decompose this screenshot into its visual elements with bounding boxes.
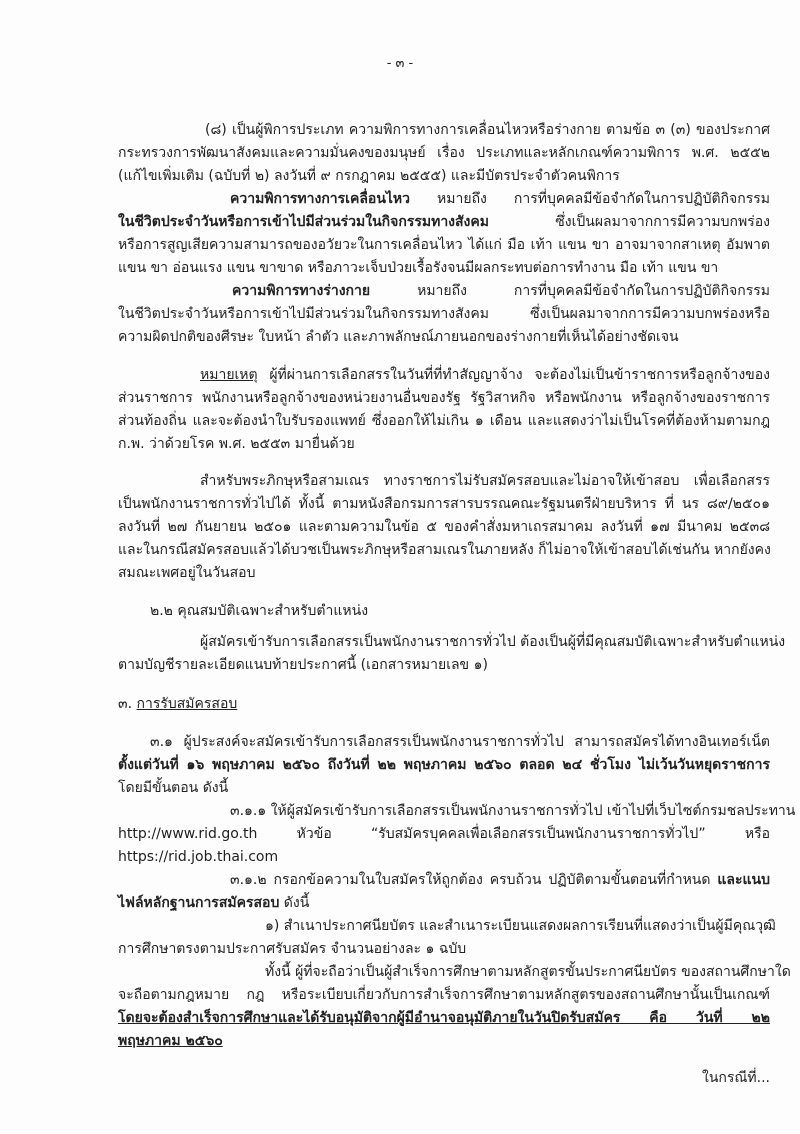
- text-line: [118, 1008, 770, 1028]
- text-segment: โดยจะต้องสำเร็จการศึกษาและได้รับอนุมัติจากผู้มีอำนาจอนุมัติภายในวันปิดรับสมัคร คือ วันที่ ๒๒: [118, 1010, 770, 1026]
- text-line: [265, 916, 776, 936]
- text-segment: หรือการสูญเสียความสามารถของอวัยวะในการเคลื่อนไหว ได้แก่ มือ เท้า แขน ขา อาจมาจากสาเหตุ อัมพาต: [118, 237, 770, 253]
- text-line: [118, 494, 770, 514]
- text-segment: https://rid.job.thai.com: [118, 849, 279, 865]
- text-line: [118, 388, 770, 408]
- text-segment: จะถือตามกฎหมาย กฎ หรือระเบียบเกี่ยวกับการสำเร็จการศึกษาตามหลักสูตรของสถานศึกษานั้นเป็นเกณฑ์: [118, 987, 770, 1003]
- text-line: [118, 143, 770, 163]
- text-segment: หมายถึง การที่บุคคลมีข้อจำกัดในการปฏิบัติกิจกรรม: [370, 283, 770, 299]
- page-number: - ๓ -: [386, 56, 414, 71]
- text-segment: ดังนี้: [279, 895, 310, 911]
- text-segment: ผู้สมัครเข้ารับการเลือกสรรเป็นพนักงานราชการทั่วไป ต้องเป็นผู้ที่มีคุณสมบัติเฉพาะสำหรับตำแหน่ง: [200, 634, 786, 650]
- text-segment: ๓.๑ ผู้ประสงค์จะสมัครเข้ารับการเลือกสรรเป็นพนักงานราชการทั่วไป สามารถสมัครได้ทางอินเทอร์เน็ต: [150, 734, 770, 750]
- text-line: [230, 189, 770, 209]
- text-segment: ในกรณีที่...: [702, 1070, 770, 1086]
- text-line: [118, 755, 770, 775]
- text-line: [150, 601, 770, 621]
- text-line: [118, 411, 770, 431]
- text-segment: ไฟล์หลักฐานการสมัครสอบ: [118, 895, 280, 911]
- text-segment: ๓.๑.๑ ให้ผู้สมัครเข้ารับการเลือกสรรเป็นพนักงานราชการทั่วไป เข้าไปที่เว็บไซต์กรมชลประทาน: [230, 803, 796, 819]
- text-line: [118, 655, 770, 675]
- text-line: [118, 166, 770, 186]
- text-segment: การรับสมัครสอบ: [136, 696, 238, 712]
- text-line: [118, 985, 770, 1005]
- text-segment: http://www.rid.go.th: [118, 826, 258, 842]
- text-line: [118, 563, 770, 583]
- text-line: [118, 939, 770, 959]
- text-segment: ผู้ที่ผ่านการเลือกสรรในวันที่ที่ทำสัญญาจ้าง จะต้องไม่เป็นข้าราชการหรือลูกจ้างของ: [257, 367, 770, 383]
- text-segment: ส่วนท้องถิ่น และจะต้องนำใบรับรองแพทย์ ซึ่งออกให้ไม่เกิน ๑ เดือน และแสดงว่าไม่เป็นโรคที่ต้องห้ามตามกฎ: [118, 413, 770, 429]
- text-segment: ความพิการทางร่างกาย: [232, 283, 371, 299]
- text-segment: ตั้งแต่วันที่ ๑๖ พฤษภาคม ๒๕๖๐ ถึงวันที่ ๒๒ พฤษภาคม ๒๕๖๐ ตลอด ๒๔ ชั่วโมง ไม่เว้นวันหยุดราชการ: [118, 757, 770, 773]
- text-segment: โดยมีขั้นตอน ดังนี้: [118, 780, 229, 796]
- text-line: [118, 540, 770, 560]
- text-segment: ลงวันที่ ๒๗ กันยายน ๒๕๐๑ และตามความในข้อ ๕ ของคำสั่งมหาเถรสมาคม ลงวันที่ ๑๗ มีนาคม ๒๕๓๘: [118, 519, 770, 535]
- text-segment: ซึ่งเป็นผลมาจากการมีความบกพร่อง: [489, 214, 770, 230]
- text-line: [118, 304, 770, 324]
- text-line: [200, 632, 786, 652]
- text-segment: พฤษภาคม ๒๕๖๐: [118, 1033, 223, 1049]
- text-line: [118, 327, 770, 347]
- text-line: [230, 801, 796, 821]
- text-segment: กระทรวงการพัฒนาสังคมและความมั่นคงของมนุษย์ เรื่อง ประเภทและหลักเกณฑ์ความพิการ พ.ศ. ๒๕๕๒: [118, 145, 770, 161]
- text-line: [265, 962, 791, 982]
- text-segment: และในกรณีสมัครสอบแล้วได้บวชเป็นพระภิกษุหรือสามเณรในภายหลัง ก็ไม่อาจให้เข้าสอบได้เช่นกัน หากยังคง: [118, 542, 771, 558]
- text-segment: ๓.๑.๒ กรอกข้อความในใบสมัครให้ถูกต้อง ครบถ้วน ปฏิบัติตามขั้นตอนที่กำหนด: [230, 872, 718, 888]
- text-line: [230, 870, 770, 890]
- text-line: [118, 258, 770, 278]
- text-line: [200, 471, 770, 491]
- text-line: [118, 1068, 770, 1088]
- text-segment: สำหรับพระภิกษุหรือสามเณร ทางราชการไม่รับสมัครสอบและไม่อาจให้เข้าสอบ เพื่อเลือกสรร: [200, 473, 770, 489]
- text-segment: และแนบ: [717, 872, 770, 888]
- text-segment: (๘) เป็นผู้พิการประเภท ความพิการทางการเคลื่อนไหวหรือร่างกาย ตามข้อ ๓ (๓) ของประกาศ: [205, 122, 770, 138]
- text-line: [118, 778, 770, 798]
- text-line: [118, 434, 770, 454]
- text-segment: ๓.: [118, 696, 137, 712]
- text-line: [118, 847, 770, 867]
- text-line: [232, 281, 770, 301]
- text-segment: ๑) สำเนาประกาศนียบัตร และสำเนาระเบียนแสดงผลการเรียนที่แสดงว่าเป็นผู้มีคุณวุฒิ: [265, 918, 776, 934]
- text-segment: การศึกษาตรงตามประกาศรับสมัคร จำนวนอย่างละ ๑ ฉบับ: [118, 941, 467, 957]
- text-segment: หมายเหตุ: [200, 367, 258, 383]
- text-segment: แขน ขา อ่อนแรง แขน ขาขาด หรือภาวะเจ็บป่วยเรื้อรังจนมีผลกระทบต่อการทำงาน มือ เท้า แขน ขา: [118, 260, 719, 276]
- text-line: [118, 517, 770, 537]
- text-segment: ความพิการทางการเคลื่อนไหว: [230, 191, 411, 207]
- text-line: [118, 235, 770, 255]
- text-segment: หัวข้อ “รับสมัครบุคคลเพื่อเลือกสรรเป็นพนักงานราชการทั่วไป” หรือ: [257, 826, 770, 842]
- text-segment: ๒.๒ คุณสมบัติเฉพาะสำหรับตำแหน่ง: [150, 603, 369, 619]
- text-segment: สมณะเพศอยู่ในวันสอบ: [118, 565, 256, 581]
- text-segment: ส่วนราชการ พนักงานหรือลูกจ้างของหน่วยงานอื่นของรัฐ รัฐวิสาหกิจ หรือพนักงาน หรือลูกจ้างของราชการ: [118, 390, 770, 406]
- text-line: [150, 732, 770, 752]
- text-segment: (แก้ไขเพิ่มเติม (ฉบับที่ ๒) ลงวันที่ ๙ กรกฎาคม ๒๕๕๕) และมีบัตรประจำตัวคนพิการ: [118, 168, 620, 184]
- text-segment: ก.พ. ว่าด้วยโรค พ.ศ. ๒๕๕๓ มายื่นด้วย: [118, 436, 355, 452]
- text-line: [118, 212, 770, 232]
- text-line: [205, 120, 770, 140]
- text-line: [118, 824, 770, 844]
- text-segment: เป็นพนักงานราชการทั่วไปได้ ทั้งนี้ ตามหนังสือกรมการสารบรรณคณะรัฐมนตรีฝ่ายบริหาร ที่ นร ๘๙/๒๕๐๑: [118, 496, 770, 512]
- text-segment: ความผิดปกติของศีรษะ ใบหน้า ลำตัว และภาพลักษณ์ภายนอกของร่างกายที่เห็นได้อย่างชัดเจน: [118, 329, 679, 345]
- text-segment: ในชีวิตประจำวันหรือการเข้าไปมีส่วนร่วมในกิจกรรมทางสังคม ซึ่งเป็นผลมาจากการมีความบกพร่องหรือ: [118, 306, 770, 322]
- text-line: [118, 893, 770, 913]
- text-segment: หมายถึง การที่บุคคลมีข้อจำกัดในการปฏิบัติกิจกรรม: [410, 191, 770, 207]
- text-segment: ตามบัญชีรายละเอียดแนบท้ายประกาศนี้ (เอกสารหมายเลข ๑): [118, 657, 488, 673]
- text-line: [118, 1031, 770, 1051]
- text-segment: ทั้งนี้ ผู้ที่จะถือว่าเป็นผู้สำเร็จการศึกษาตามหลักสูตรขั้นประกาศนียบัตร ของสถานศึกษาใด: [265, 964, 791, 980]
- text-segment: ในชีวิตประจำวันหรือการเข้าไปมีส่วนร่วมในกิจกรรมทางสังคม: [118, 214, 489, 230]
- text-line: [200, 365, 770, 385]
- text-line: [118, 694, 770, 714]
